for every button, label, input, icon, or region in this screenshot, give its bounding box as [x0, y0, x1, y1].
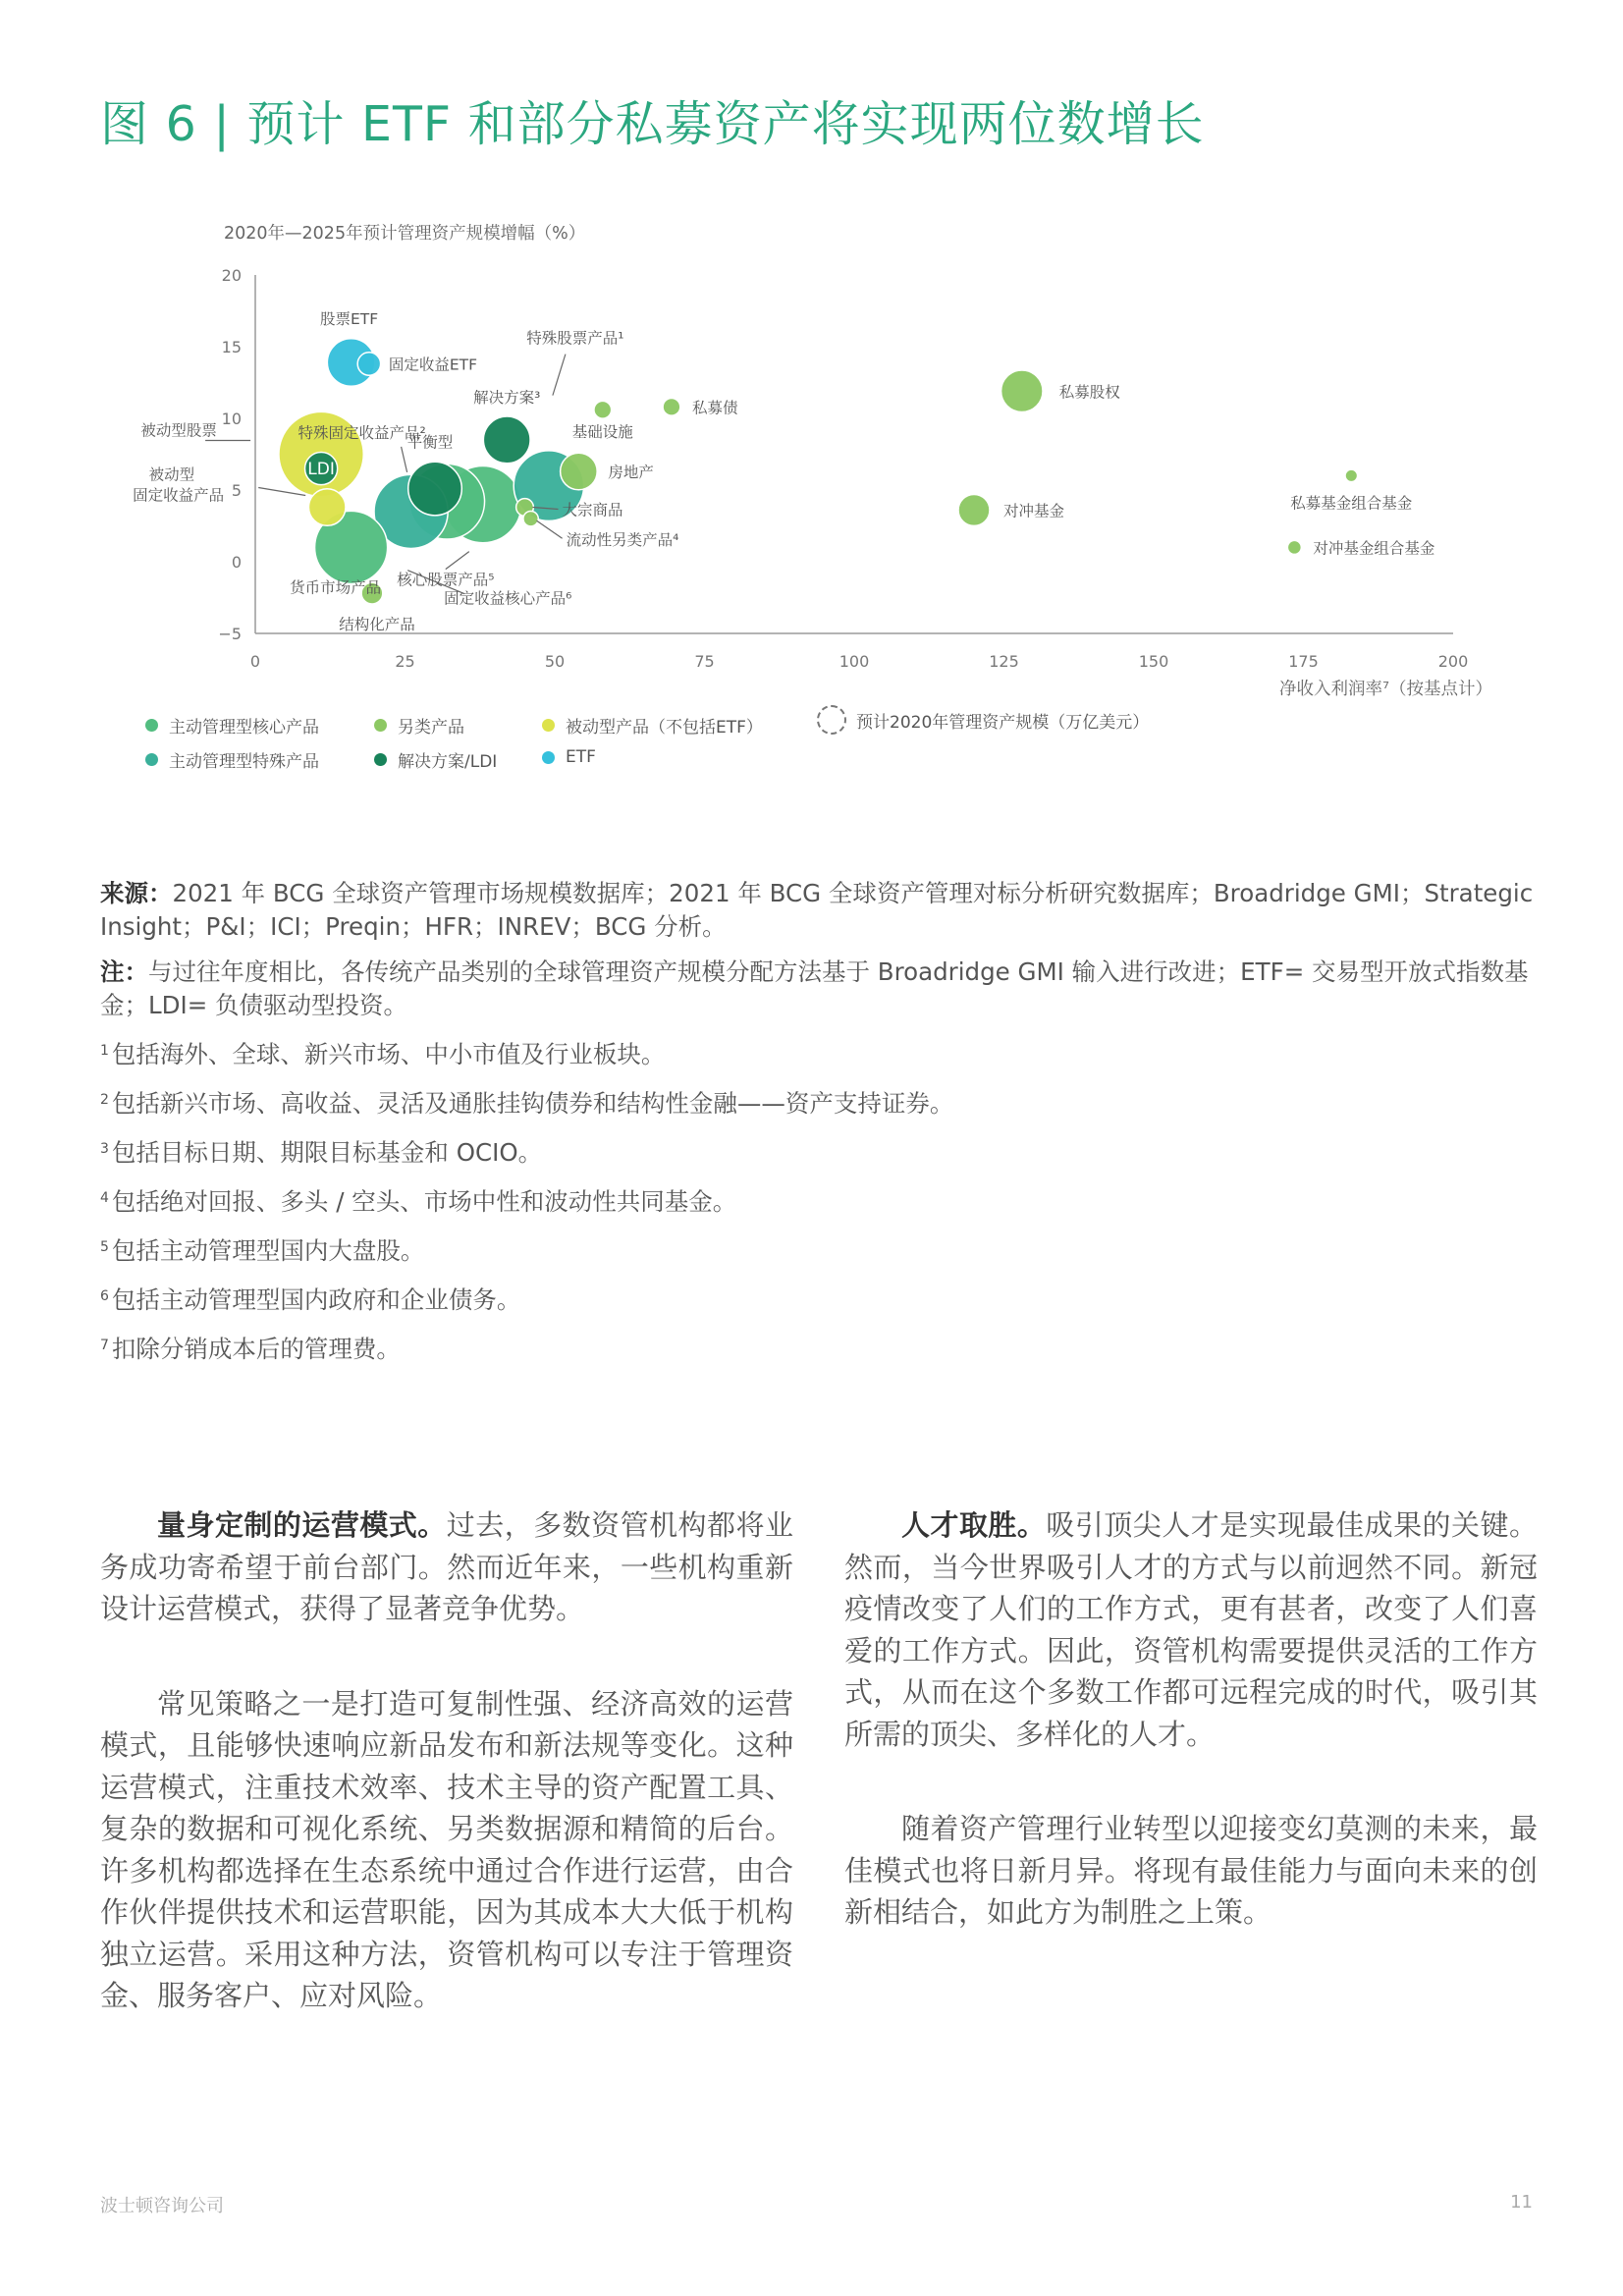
y-tick-label: −5 [218, 625, 242, 643]
y-tick-label: 15 [221, 338, 242, 356]
bubble-liquid-alt [523, 512, 538, 526]
x-axis-label: 净收入利润率⁷（按基点计） [1278, 680, 1492, 699]
label-fi-etf: 固定收益ETF [388, 355, 478, 374]
label-hf-fof: 对冲基金组合基金 [1313, 539, 1435, 558]
source-text: 2021 年 BCG 全球资产管理市场规模数据库；2021 年 BCG 全球资产管理对标分析研究数据库；Broadridge GMI；Strategic Insight；P&I；ICI；Preqin；HFR；INREV；BCG 分析。 [100, 879, 1534, 941]
legend-swatch-special [145, 753, 158, 766]
paragraph-text: 过去，多数资管机构都将业务成功寄希望于前台部门。然而近年来，一些机构重新设计运营模式，获得了显著竞争优势。 [100, 1508, 793, 1625]
bubble-infrastructure [594, 401, 612, 418]
body-column-right [844, 1504, 1538, 1987]
y-tick-label: 20 [221, 266, 242, 285]
x-tick-label: 150 [1138, 652, 1169, 671]
legend-label-core: 主动管理型核心产品 [169, 718, 319, 738]
footnote [100, 1132, 1534, 1170]
bubble-hedge-fund [958, 494, 990, 525]
legend-item-etf [542, 747, 596, 767]
body-column-left [100, 1504, 793, 2070]
footnote-number: 4 [100, 1190, 109, 1206]
footnote-number: 7 [100, 1338, 109, 1353]
label-special-equity: 特殊股票产品¹ [526, 329, 624, 348]
legend-item-ldi [374, 747, 497, 772]
legend-swatch-alt [374, 719, 387, 732]
bubble-solutions [483, 416, 530, 464]
x-tick-label: 0 [249, 652, 261, 671]
x-tick-label: 125 [989, 652, 1019, 671]
x-tick-label: 200 [1437, 652, 1469, 671]
footnote-number: 5 [100, 1239, 109, 1255]
chart-notes [100, 877, 1534, 1378]
source-note [100, 877, 1534, 944]
leader-core-equity [446, 552, 469, 570]
footnote-text: 包括主动管理型国内政府和企业债务。 [111, 1285, 521, 1314]
label-core-equity: 核心股票产品⁵ [397, 571, 495, 589]
label-commodities: 大宗商品 [562, 501, 623, 519]
legend-swatch-passive [542, 719, 555, 732]
legend-label-special: 主动管理型特殊产品 [169, 752, 319, 772]
x-tick-label: 50 [544, 652, 566, 671]
legend-label-passive: 被动型产品（不包括ETF） [566, 718, 763, 738]
general-note [100, 956, 1534, 1022]
footer-company: 波士顿咨询公司 [100, 2196, 224, 2216]
label-pe-fof: 私募基金组合基金 [1290, 494, 1413, 513]
legend-label-etf: ETF [566, 747, 596, 767]
label-passive-equity: 被动型股票 [140, 421, 217, 440]
paragraph-text: 常见策略之一是打造可复制性强、经济高效的运营模式，且能够快速响应新品发布和新法规等变化。这种运营模式，注重技术效率、技术主导的资产配置工具、复杂的数据和可视化系统、另类数据源和精简的后台。许多机构都选择在生态系统中通过合作进行运营，由合作伙伴提供技术和运营职能，因为其成本大大低于机构独立运营。采用这种方法，资管机构可以专注于管理资金、服务客户、应对风险。 [100, 1686, 793, 2012]
footnote [100, 1329, 1534, 1366]
footnote [100, 1280, 1534, 1317]
bubble-chart [0, 0, 1623, 717]
label-equity-etf: 股票ETF [320, 310, 379, 329]
label-special-fi: 特殊固定收益产品² [298, 423, 426, 442]
y-tick-label: 0 [231, 553, 242, 572]
note-text: 与过往年度相比，各传统产品类别的全球管理资产规模分配方法基于 Broadridge GMI 输入进行改进；ETF= 交易型开放式指数基金；LDI= 负债驱动型投资。 [100, 957, 1529, 1019]
x-tick-label: 25 [395, 652, 415, 671]
label-money-market: 货币市场产品 [290, 578, 382, 597]
x-tick-label: 100 [839, 652, 870, 671]
legend-item-passive [542, 713, 763, 738]
legend-label-alt: 另类产品 [398, 718, 464, 738]
legend-swatch-etf [542, 751, 555, 764]
paragraph-lead: 量身定制的运营模式。 [157, 1508, 447, 1542]
note-label: 注： [100, 957, 148, 986]
legend-item-core [145, 713, 319, 738]
footnote-number: 1 [100, 1043, 109, 1059]
footnote [100, 1181, 1534, 1219]
label-liquid-alt: 流动性另类产品⁴ [566, 531, 679, 550]
bubble-private-equity [1001, 370, 1043, 411]
footnote [100, 1230, 1534, 1268]
label-infrastructure: 基础设施 [571, 423, 633, 442]
x-tick-label: 75 [694, 652, 715, 671]
body-paragraph [844, 1808, 1538, 1934]
legend-swatch-size [817, 705, 846, 735]
bubble-hf-fof [1287, 540, 1301, 554]
bubble-balanced [408, 462, 462, 516]
legend-item-size [817, 705, 1149, 735]
footnote-text: 包括主动管理型国内大盘股。 [111, 1236, 425, 1265]
page-number: 11 [1510, 2192, 1533, 2213]
footnote-text: 包括绝对回报、多头 / 空头、市场中性和波动性共同基金。 [111, 1187, 737, 1216]
x-tick-label: 175 [1288, 652, 1319, 671]
legend-swatch-ldi [374, 753, 387, 766]
paragraph-text: 随着资产管理行业转型以迎接变幻莫测的未来，最佳模式也将日新月异。将现有最佳能力与面向未来的创新相结合，如此方为制胜之上策。 [844, 1812, 1538, 1929]
source-label: 来源： [100, 879, 173, 907]
bubble-passive-fi [308, 489, 346, 526]
footnote-text: 包括海外、全球、新兴市场、中小市值及行业板块。 [111, 1040, 666, 1068]
bubble-private-debt [663, 398, 680, 415]
legend-swatch-core [145, 719, 158, 732]
footnote-number: 2 [100, 1092, 109, 1108]
paragraph-lead: 人才取胜。 [901, 1508, 1047, 1542]
legend-item-alt [374, 713, 464, 738]
leader-special-fi [402, 447, 407, 472]
legend-item-special [145, 747, 319, 772]
footnote [100, 1034, 1534, 1071]
footnote-number: 6 [100, 1288, 109, 1304]
label-hedge-fund: 对冲基金 [1003, 502, 1065, 520]
footnote-text: 包括新兴市场、高收益、灵活及通胀挂钩债券和结构性金融——资产支持证券。 [111, 1089, 954, 1118]
label-private-equity: 私募股权 [1058, 383, 1120, 402]
body-paragraph [100, 1683, 793, 2017]
label-real-estate: 房地产 [608, 464, 654, 482]
label-solutions: 解决方案³ [473, 388, 541, 407]
label-core-fi: 固定收益核心产品⁶ [444, 589, 572, 608]
label-structured: 结构化产品 [339, 616, 415, 634]
legend-label-size: 预计2020年管理资产规模（万亿美元） [856, 712, 1150, 733]
paragraph-text: 吸引顶尖人才是实现最佳成果的关键。然而，当今世界吸引人才的方式与以前迥然不同。新冠疫情改变了人们的工作方式，更有甚者，改变了人们喜爱的工作方式。因此，资管机构需要提供灵活的工作方式，从而在这个多数工作都可远程完成的时代，吸引其所需的顶尖、多样化的人才。 [844, 1508, 1538, 1751]
y-tick-label: 10 [221, 410, 242, 428]
bubble-pe-fof [1345, 469, 1358, 482]
body-paragraph [844, 1504, 1538, 1755]
label-private-debt: 私募债 [691, 399, 738, 417]
label-passive-fi: 被动型固定收益产品 [133, 465, 225, 505]
body-paragraph [100, 1504, 793, 1630]
footnote-text: 包括目标日期、期限目标基金和 OCIO。 [111, 1138, 543, 1167]
legend-label-ldi: 解决方案/LDI [398, 752, 498, 772]
footnote [100, 1083, 1534, 1121]
y-tick-label: 5 [231, 481, 242, 500]
bubbles [279, 339, 1358, 604]
figure-title: 图 6 | 预计 ETF 和部分私募资产将实现两位数增长 [100, 96, 1205, 152]
leader-liquid-alt [537, 520, 563, 538]
y-axis-label: 2020年—2025年预计管理资产规模增幅（%） [224, 224, 586, 244]
bubble-real-estate [561, 453, 598, 490]
bubble-fi-etf [357, 353, 380, 375]
label-ldi: LDI [307, 460, 335, 480]
label-balanced: 平衡型 [406, 433, 454, 452]
footnote-number: 3 [100, 1141, 109, 1157]
footnote-text: 扣除分销成本后的管理费。 [111, 1335, 401, 1363]
leader-special-equity [553, 355, 566, 396]
